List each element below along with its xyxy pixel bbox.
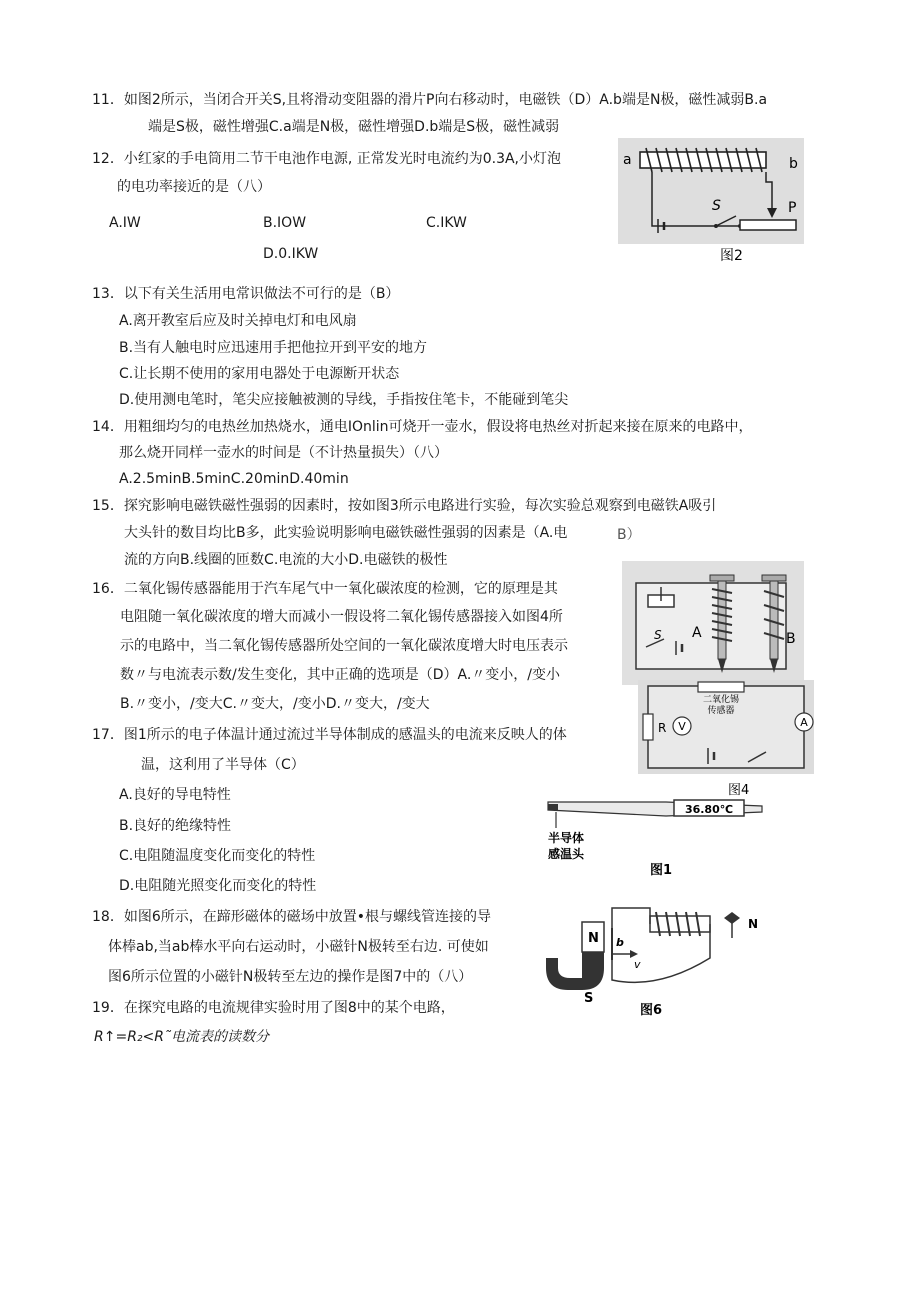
q16-line1: 16．二氧化锡传感器能用于汽车尾气中一氧化碳浓度的检测，它的原理是其 (92, 581, 558, 597)
q17-option-d: D.电阻随光照变化而变化的特性 (119, 878, 317, 894)
fig3-label-a: A (692, 625, 702, 641)
q19-line2: R↑=R₂<R˜电流表的读数分 (94, 1029, 269, 1045)
q12-line1: 12．小红家的手电筒用二节干电池作电源, 正常发光时电流约为0.3A,小灯泡 (92, 151, 562, 167)
q17-option-a: A.良好的导电特性 (119, 787, 231, 803)
fig1-label-1: 半导体 (548, 831, 585, 845)
fig4-label-r: R (658, 721, 667, 735)
figure-3-two-electromagnets (622, 561, 804, 685)
q14-line1: 14．用粗细均匀的电热丝加热烧水，通电IOnlin可烧开一壶水，假设将电热丝对折起来接在原来的电路中， (92, 419, 753, 435)
q19-line1: 19．在探究电路的电流规律实验时用了图8中的某个电路， (92, 1000, 455, 1016)
q14-line3: A.2.5minB.5minC.20minD.40min (119, 471, 349, 487)
q16-line4: 数〃与电流表示数/发生变化，其中正确的选项是（D）A.〃变小，/变小 (120, 667, 560, 683)
fig1-label-2: 感温头 (548, 847, 585, 861)
fig2-label-a: a (623, 152, 632, 168)
fig2-label-s: S (712, 198, 721, 214)
fig2-caption: 图2 (720, 248, 743, 264)
fig6-caption: 图6 (640, 1003, 663, 1018)
fig2-label-b: b (789, 156, 798, 172)
q16-line5: B.〃变小，/变大C.〃变大，/变小D.〃变大，/变大 (120, 696, 430, 712)
q13-option-b: B.当有人触电时应迅速用手把他拉开到平安的地方 (119, 340, 428, 356)
q18-line2: 体棒ab,当ab棒水平向右运动时，小磁针N极转至右边. 可使如 (108, 939, 489, 955)
thermometer-reading: 36.80℃ (684, 803, 734, 816)
fig4-ammeter: A (800, 716, 808, 729)
fig4-voltmeter: V (678, 720, 686, 733)
fig6-velocity-v: v (634, 958, 641, 971)
q12-option-a: A.IW (109, 215, 141, 231)
q17-line2: 温，这利用了半导体（C） (141, 757, 305, 773)
q13-option-c: C.让长期不使用的家用电器处于电源断开状态 (119, 366, 400, 382)
q16-line2: 电阻随一氧化碳浓度的增大而减小一假设将二氧化锡传感器接入如图4所 (120, 609, 563, 625)
figure-4-sensor-circuit (638, 680, 814, 798)
fig6-needle-n: N (748, 917, 759, 931)
fig6-magnet-s: S (584, 991, 594, 1006)
fig2-label-p: P (788, 200, 797, 216)
q15-answer-mark: B） (617, 527, 641, 543)
figure-1-thermometer (546, 798, 770, 880)
q15-line3: 流的方向B.线圈的匝数C.电流的大小D.电磁铁的极性 (124, 552, 448, 568)
q13-stem: 13．以下有关生活用电常识做法不可行的是（B） (92, 286, 400, 302)
q17-line1: 17．图1所示的电子体温计通过流过半导体制成的感温头的电流来反映人的体 (92, 727, 567, 743)
fig1-caption: 图1 (650, 863, 673, 878)
fig4-sensor-label-2: 传感器 (707, 706, 735, 716)
q17-option-b: B.良好的绝缘特性 (119, 818, 232, 834)
fig4-caption: 图4 (728, 783, 750, 798)
fig4-sensor-label-1: 二氧化锡 (702, 695, 740, 705)
q13-option-a: A.离开教室后应及时关掉电灯和电风扇 (119, 313, 357, 329)
q18-line3: 图6所示位置的小磁针N极转至左边的操作是图7中的（八） (108, 969, 473, 985)
fig6-rod-b: b (616, 936, 624, 949)
q11-line1: 11．如图2所示，当闭合开关S,且将滑动变阻器的滑片P向右移动时，电磁铁（D）A.b端是N极，磁性减弱B.a (92, 92, 768, 108)
fig6-magnet-n: N (588, 931, 599, 946)
fig3-label-b: B (786, 631, 796, 647)
figure-6-magnet-solenoid (538, 898, 768, 1020)
q12-option-b: B.IOW (263, 215, 307, 231)
figure-2-electromagnet-circuit (618, 138, 804, 266)
q15-line1: 15．探究影响电磁铁磁性强弱的因素时，按如图3所示电路进行实验，每次实验总观察到电磁铁A吸引 (92, 498, 717, 514)
q11-line2: 端是S极，磁性增强C.a端是N极，磁性增强D.b端是S极，磁性减弱 (148, 119, 560, 135)
q18-line1: 18．如图6所示，在蹄形磁体的磁场中放置•根与螺线管连接的导 (92, 909, 491, 925)
q15-line2: 大头针的数目均比B多，此实验说明影响电磁铁磁性强弱的因素是（A.电 (124, 525, 568, 541)
q13-option-d: D.使用测电笔时，笔尖应接触被测的导线，手指按住笔卡，不能碰到笔尖 (119, 392, 569, 408)
q12-line2: 的电功率接近的是（八） (117, 179, 271, 195)
q14-line2: 那么烧开同样一壶水的时间是（不计热量损失）（八） (119, 445, 448, 461)
q16-line3: 示的电路中，当二氧化锡传感器所处空间的一氧化碳浓度增大时电压表示 (120, 638, 568, 654)
fig3-label-s: S (654, 628, 662, 642)
q12-option-c: C.IKW (426, 215, 467, 231)
q12-option-d: D.0.IKW (263, 246, 319, 262)
q17-option-c: C.电阻随温度变化而变化的特性 (119, 848, 316, 864)
